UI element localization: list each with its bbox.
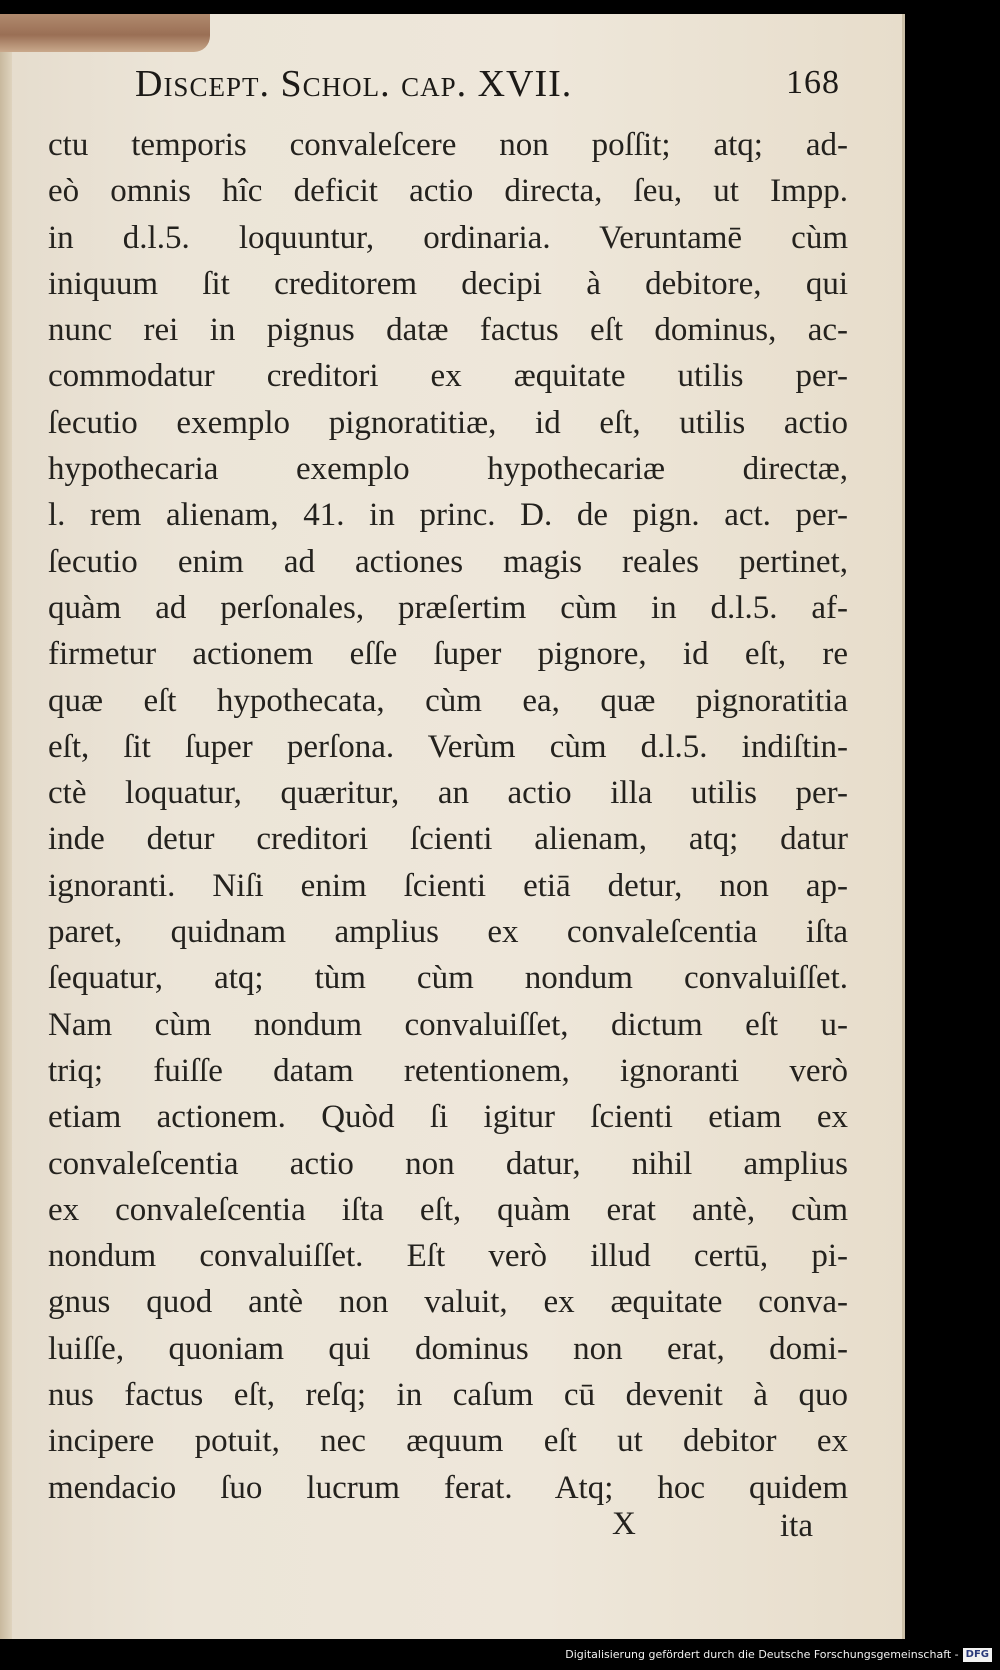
text-line: etiam actionem. Quòd ſi igitur ſcienti etiam ex bbox=[48, 1099, 848, 1136]
signature-mark: X bbox=[612, 1506, 636, 1542]
binding-edge bbox=[0, 14, 210, 52]
dfg-logo: DFG bbox=[963, 1648, 992, 1662]
gutter-shadow bbox=[0, 52, 12, 1639]
text-line: quàm ad perſonales, præſertim cùm in d.l.5. af- bbox=[48, 589, 848, 626]
text-line: l. rem alienam, 41. in princ. D. de pign. act. per- bbox=[48, 497, 848, 534]
page-footer bbox=[0, 1506, 905, 1556]
text-line: hypothecaria exemplo hypothecariæ directæ, bbox=[48, 451, 848, 488]
text-line: ctu temporis convaleſcere non poſſit; atq; ad- bbox=[48, 127, 848, 163]
text-line: paret, quidnam amplius ex convaleſcentia iſta bbox=[48, 914, 848, 951]
digitization-credit bbox=[0, 1644, 992, 1666]
text-line: quæ eſt hypothecata, cùm ea, quæ pignoratitia bbox=[48, 682, 848, 719]
running-title: Discept. Schol. cap. XVII. bbox=[135, 63, 573, 105]
text-line: nondum convaluiſſet. Eſt verò illud certū, pi- bbox=[48, 1238, 848, 1275]
text-line: Nam cùm nondum convaluiſſet, dictum eſt u- bbox=[48, 1006, 848, 1043]
text-line: ſecutio exemplo pignoratitiæ, id eſt, utilis actio bbox=[48, 404, 848, 441]
text-line: ſecutio enim ad actiones magis reales pertinet, bbox=[48, 543, 848, 580]
catchword: ita bbox=[780, 1508, 813, 1544]
text-line: luiſſe, quoniam qui dominus non erat, domi- bbox=[48, 1330, 848, 1367]
body-text bbox=[48, 122, 848, 1511]
text-line: inde detur creditori ſcienti alienam, atq; datur bbox=[48, 821, 848, 858]
text-line: ctè loquatur, quæritur, an actio illa utilis per- bbox=[48, 775, 848, 812]
text-line: ex convaleſcentia iſta eſt, quàm erat antè, cùm bbox=[48, 1191, 848, 1228]
page-header bbox=[135, 54, 840, 110]
text-line: eſt, ſit ſuper perſona. Verùm cùm d.l.5. indiſtin- bbox=[48, 728, 848, 765]
text-line: firmetur actionem eſſe ſuper pignore, id eſt, re bbox=[48, 636, 848, 673]
text-line: mendacio ſuo lucrum ferat. Atq; hoc quidem bbox=[48, 1469, 848, 1506]
text-line: gnus quod antè non valuit, ex æquitate conva- bbox=[48, 1284, 848, 1321]
text-line: triq; fuiſſe datam retentionem, ignoranti verò bbox=[48, 1052, 848, 1089]
text-line: nus factus eſt, reſq; in caſum cū devenit à quo bbox=[48, 1377, 848, 1414]
text-line: eò omnis hîc deficit actio directa, ſeu, ut Impp. bbox=[48, 173, 848, 210]
text-line: nunc rei in pignus datæ factus eſt dominus, ac- bbox=[48, 312, 848, 349]
text-line: ſequatur, atq; tùm cùm nondum convaluiſſet. bbox=[48, 960, 848, 997]
text-line: in d.l.5. loquuntur, ordinaria. Veruntamē cùm bbox=[48, 219, 848, 256]
text-line: iniquum ſit creditorem decipi à debitore, qui bbox=[48, 265, 848, 302]
text-line: commodatur creditori ex æquitate utilis per- bbox=[48, 358, 848, 395]
page-number: 168 bbox=[786, 64, 840, 101]
credit-text: Digitalisierung gefördert durch die Deutsche Forschungsgemeinschaft - bbox=[565, 1648, 959, 1661]
book-page bbox=[0, 14, 905, 1639]
text-line: ignoranti. Niſi enim ſcienti etiā detur, non ap- bbox=[48, 867, 848, 904]
text-line: incipere potuit, nec æquum eſt ut debitor ex bbox=[48, 1423, 848, 1460]
text-line: convaleſcentia actio non datur, nihil amplius bbox=[48, 1145, 848, 1182]
